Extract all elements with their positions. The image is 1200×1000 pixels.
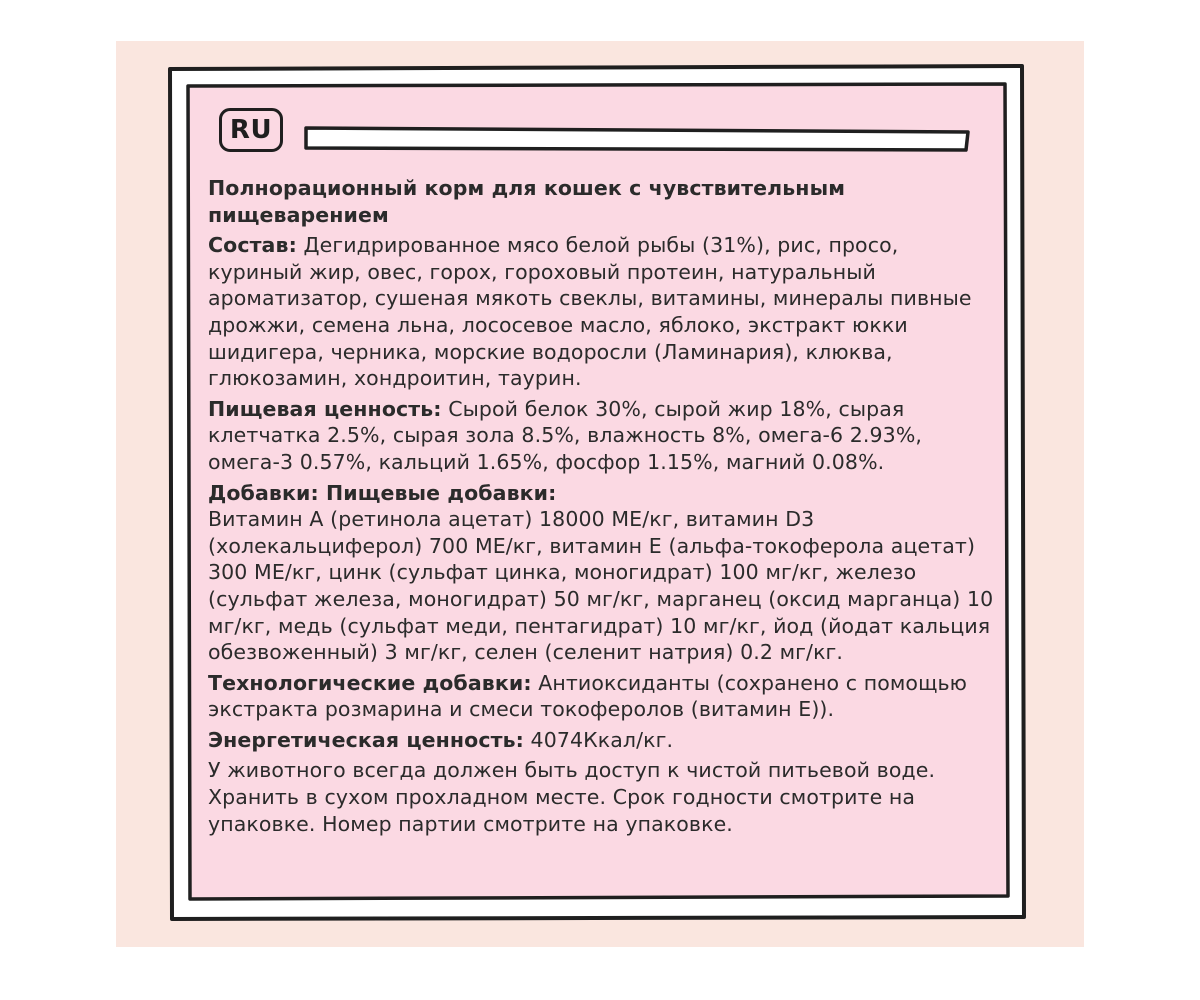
energy-text: 4074Ккал/кг. [523, 727, 674, 752]
tech-additives-text: Антиоксиданты (сохранено с помощью экстракта розмарина и смеси токоферолов (витамин Е)). [208, 670, 968, 722]
nutrition-heading: Пищевая ценность: [208, 396, 442, 421]
nutrition-text: Сырой белок 30%, сырой жир 18%, сырая клетчатка 2.5%, сырая зола 8.5%, влажность 8%, омега-6 2.93%, омега-3 0.57%, кальций 1.65%, фосфор 1.15%, магний 0.08%. [208, 396, 923, 474]
lang-badge: RU [219, 108, 283, 152]
storage-note: Хранить в сухом прохладном месте. Срок годности смотрите на упаковке. Номер партии смотрите на упаковке. [208, 785, 916, 836]
nutrition-section [208, 396, 998, 476]
tech-additives-heading: Технологические добавки: [208, 670, 532, 695]
tech-additives-section [208, 670, 998, 723]
product-title: Полнорационный корм для кошек с чувствительным пищеварением [208, 176, 846, 227]
energy-section [208, 727, 998, 754]
footer-section [208, 757, 998, 837]
additives-text: Витамин А (ретинола ацетат) 18000 МЕ/кг, витамин D3 (холекальциферол) 700 МЕ/кг, витамин Е (альфа-токоферола ацетат) 300 МЕ/кг, цинк (сульфат цинка, моногидрат) 100 мг/кг, железо (сульфат железа, моногидрат) 50 мг/кг, марганец (оксид марганца) 10 мг/кг, медь (сульфат меди, пентагидрат) 10 мг/кг, йод (йодат кальция обезвоженный) 3 мг/кг, селен (селенит натрия) 0.2 мг/кг. [208, 507, 994, 665]
water-note: У животного всегда должен быть доступ к чистой питьевой воде. [208, 758, 936, 783]
composition-text: Дегидрированное мясо белой рыбы (31%), рис, просо, куриный жир, овес, горох, гороховый протеин, натуральный ароматизатор, сушеная мякоть свеклы, витамины, минералы пивные дрожжи, семена льна, лососевое масло, яблоко, экстракт юкки шидигера, черника, морские водоросли (Ламинария), клюква, глюкозамин, хондроитин, таурин. [208, 233, 972, 391]
additives-heading: Добавки: Пищевые добавки: [208, 480, 557, 505]
additives-section [208, 480, 998, 666]
energy-heading: Энергетическая ценность: [208, 727, 524, 752]
composition-section [208, 232, 998, 392]
label-text [208, 175, 998, 841]
composition-heading: Состав: [208, 233, 297, 258]
